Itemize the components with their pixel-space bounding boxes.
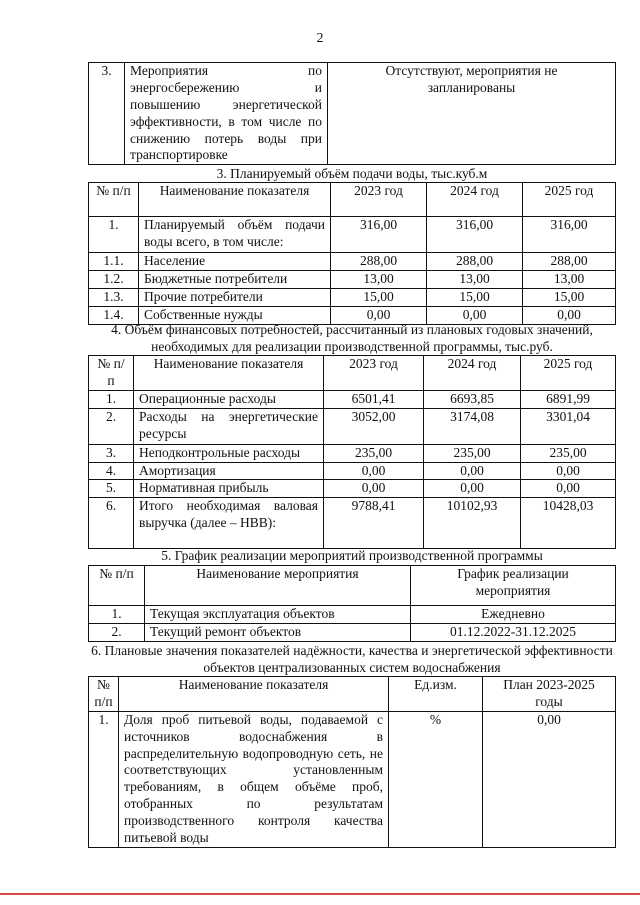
section5-title: 5. График реализации мероприятий производственной программы [161, 548, 543, 563]
indicator-name: Прочие потребители [139, 288, 331, 306]
header-plan: План 2023-2025 годы [483, 677, 616, 712]
value-2024: 6693,85 [424, 390, 521, 408]
value-2023: 288,00 [331, 253, 427, 271]
table-row [89, 390, 616, 408]
header-2023: 2023 год [331, 183, 427, 217]
value-2023: 0,00 [331, 306, 427, 324]
table-row [89, 498, 616, 549]
value-2025: 316,00 [523, 217, 616, 253]
header-name: Наименование мероприятия [145, 566, 411, 606]
header-unit: Ед.изм. [389, 677, 483, 712]
row-number: 1.1. [89, 253, 139, 271]
value-2024: 3174,08 [424, 408, 521, 444]
value-2025: 0,00 [521, 480, 616, 498]
top-measures-table [88, 62, 616, 165]
indicator-name: Расходы на энергетические ресурсы [134, 408, 324, 444]
row-number: 1.3. [89, 288, 139, 306]
measure-name: Текущий ремонт объектов [145, 623, 411, 641]
indicator-name: Итого необходимая валовая выручка (далее – НВВ): [134, 498, 324, 549]
value-2024: 288,00 [427, 253, 523, 271]
row-number: 1.4. [89, 306, 139, 324]
row-number: 1. [89, 606, 145, 624]
table-row [89, 217, 616, 253]
value-2025: 235,00 [521, 444, 616, 462]
header-num: № п/п [89, 183, 139, 217]
header-2023: 2023 год [324, 356, 424, 391]
value-2023: 13,00 [331, 270, 427, 288]
header-num: № п/п [89, 677, 119, 712]
schedule-table [88, 565, 616, 642]
row-number: 5. [89, 480, 134, 498]
indicator-name: Бюджетные потребители [139, 270, 331, 288]
plan-value: 0,00 [483, 711, 616, 847]
value-2024: 15,00 [427, 288, 523, 306]
row-number: 3. [89, 63, 125, 165]
table-row [89, 270, 616, 288]
table-row [89, 480, 616, 498]
indicator-name: Население [139, 253, 331, 271]
row-number: 3. [89, 444, 134, 462]
value-2023: 6501,41 [324, 390, 424, 408]
header-2024: 2024 год [427, 183, 523, 217]
measure-status: Отсутствуют, мероприятия не запланированы [328, 63, 616, 165]
indicator-name: Доля проб питьевой воды, подаваемой с источников водоснабжения в распределительную водопроводную сеть, не соответствующих установленным требованиям, в общем объёме проб, отобранных по результатам производственного контроля качества питьевой воды [119, 711, 389, 847]
section3-title: 3. Планируемый объём подачи воды, тыс.куб.м [216, 166, 488, 181]
table-row [89, 408, 616, 444]
header-num: № п/п [89, 566, 145, 606]
value-2023: 0,00 [324, 462, 424, 480]
value-2024: 0,00 [424, 480, 521, 498]
value-2023: 0,00 [324, 480, 424, 498]
header-2025: 2025 год [521, 356, 616, 391]
header-2025: 2025 год [523, 183, 616, 217]
page-number: 2 [316, 31, 324, 46]
value-2023: 3052,00 [324, 408, 424, 444]
section6-title: 6. Плановые значения показателей надёжности, качества и энергетической эффективности объектов централизованных систем водоснабжения [91, 643, 613, 675]
measure-name: Текущая эксплуатация объектов [145, 606, 411, 624]
value-2023: 316,00 [331, 217, 427, 253]
indicator-name: Планируемый объём подачи воды всего, в том числе: [139, 217, 331, 253]
measure-name: Мероприятия по энергосбережению и повышению энергетической эффективности, в том числе по снижению потерь воды при транспортировке [125, 63, 328, 165]
indicator-name: Операционные расходы [134, 390, 324, 408]
indicator-name: Неподконтрольные расходы [134, 444, 324, 462]
indicator-name: Собственные нужды [139, 306, 331, 324]
header-name: Наименование показателя [139, 183, 331, 217]
value-2025: 13,00 [523, 270, 616, 288]
value-2023: 9788,41 [324, 498, 424, 549]
value-2024: 10102,93 [424, 498, 521, 549]
value-2024: 0,00 [427, 306, 523, 324]
header-2024: 2024 год [424, 356, 521, 391]
row-number: 1. [89, 390, 134, 408]
value-2023: 235,00 [324, 444, 424, 462]
indicator-name: Амортизация [134, 462, 324, 480]
row-number: 1. [89, 711, 119, 847]
header-name: Наименование показателя [134, 356, 324, 391]
table-row [89, 623, 616, 641]
measure-schedule: 01.12.2022-31.12.2025 [411, 623, 616, 641]
value-2025: 10428,03 [521, 498, 616, 549]
table-row [89, 444, 616, 462]
value-2024: 316,00 [427, 217, 523, 253]
section4-title: 4. Объём финансовых потребностей, рассчитанный из плановых годовых значений, необходимых для реализации производственной программы, тыс.руб. [111, 322, 593, 354]
indicator-name: Нормативная прибыль [134, 480, 324, 498]
table-row [89, 606, 616, 624]
measure-schedule: Ежедневно [411, 606, 616, 624]
row-number: 2. [89, 408, 134, 444]
row-number: 6. [89, 498, 134, 549]
value-2023: 15,00 [331, 288, 427, 306]
table-row [89, 288, 616, 306]
value-2024: 13,00 [427, 270, 523, 288]
value-2024: 235,00 [424, 444, 521, 462]
value-2025: 3301,04 [521, 408, 616, 444]
value-2025: 0,00 [521, 462, 616, 480]
row-number: 1. [89, 217, 139, 253]
header-schedule: График реализации мероприятия [411, 566, 616, 606]
row-number: 2. [89, 623, 145, 641]
table-row [89, 462, 616, 480]
bottom-edge-line [0, 893, 640, 895]
header-num: № п/п [89, 356, 134, 391]
value-2025: 288,00 [523, 253, 616, 271]
reliability-indicators-table [88, 676, 616, 848]
table-row [89, 711, 616, 847]
header-name: Наименование показателя [119, 677, 389, 712]
value-2025: 0,00 [523, 306, 616, 324]
water-supply-table [88, 182, 616, 325]
value-2024: 0,00 [424, 462, 521, 480]
value-2025: 15,00 [523, 288, 616, 306]
value-2025: 6891,99 [521, 390, 616, 408]
row-number: 1.2. [89, 270, 139, 288]
table-row [89, 253, 616, 271]
financial-needs-table [88, 355, 616, 549]
row-number: 4. [89, 462, 134, 480]
unit-value: % [389, 711, 483, 847]
